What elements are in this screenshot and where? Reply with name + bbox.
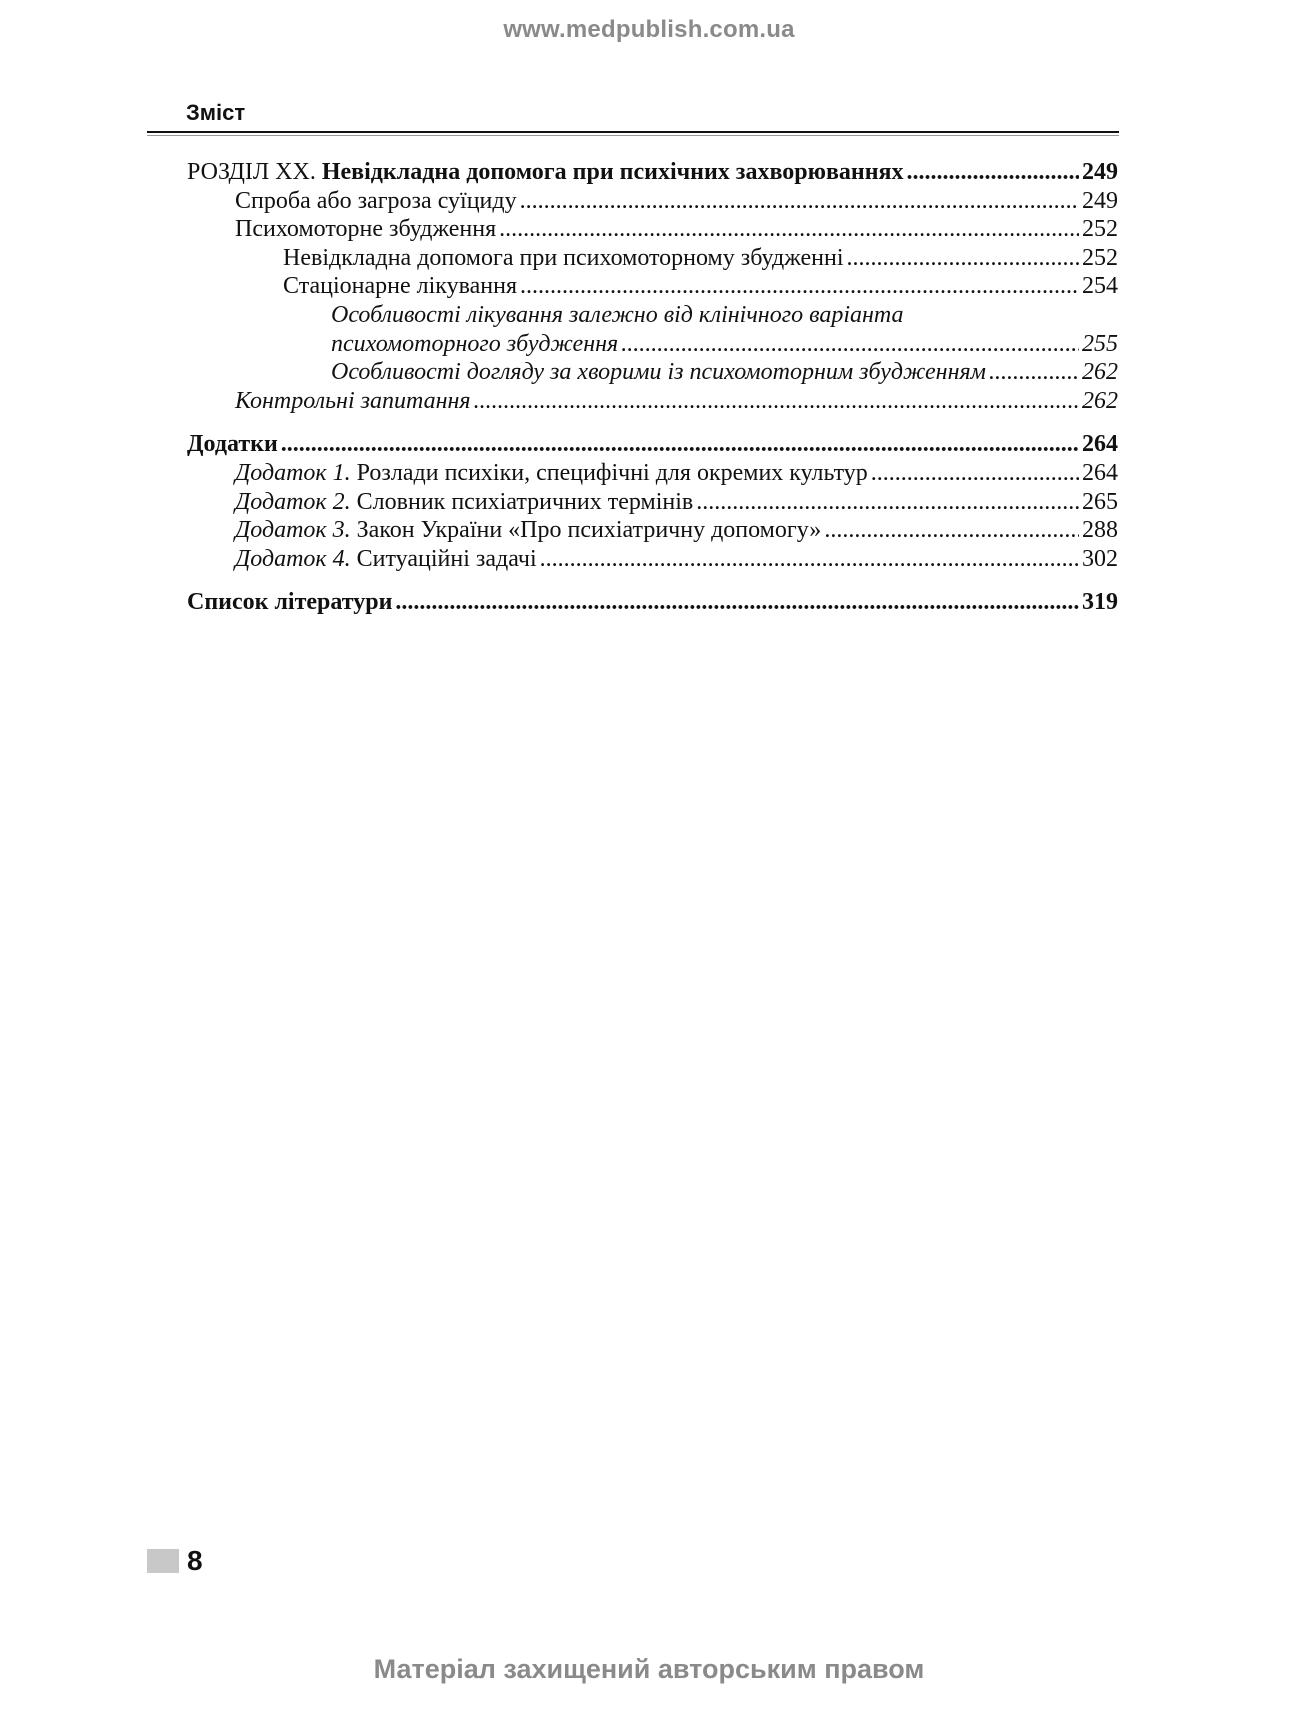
header-rule: [147, 131, 1119, 133]
appendix-text: Розлади психіки, специфічні для окремих культур: [356, 459, 868, 486]
toc-bibliography-row[interactable]: [187, 588, 1118, 617]
appendix-label: Додаток 1.: [235, 459, 351, 486]
table-of-contents: [187, 158, 1118, 617]
toc-entry[interactable]: [187, 215, 1118, 244]
dot-leader: [474, 389, 1079, 413]
appendix-page: 264: [1082, 459, 1118, 486]
appendix-page: 288: [1082, 517, 1118, 544]
toc-entry-page: 252: [1082, 244, 1118, 271]
toc-entry-page: 255: [1082, 330, 1118, 357]
toc-entry-page: 249: [1082, 187, 1118, 214]
toc-appendix-entry[interactable]: [187, 488, 1118, 517]
dot-leader: [520, 274, 1079, 298]
appendix-label: Додаток 2.: [235, 488, 351, 515]
toc-entry-text: Спроба або загроза суїциду: [235, 187, 517, 214]
site-url: www.medpublish.com.ua: [503, 16, 795, 43]
dot-leader: [824, 518, 1079, 542]
toc-entry-page: 262: [1082, 359, 1118, 386]
appendices-page: 264: [1082, 431, 1118, 458]
appendix-label: Додаток 3.: [235, 517, 351, 544]
toc-entry-text: Стаціонарне лікування: [283, 273, 517, 300]
dot-leader: [621, 332, 1079, 356]
toc-entry[interactable]: [187, 387, 1118, 416]
toc-entry[interactable]: [187, 358, 1118, 387]
appendix-text: Словник психіатричних термінів: [356, 488, 694, 515]
appendix-page: 265: [1082, 488, 1118, 515]
dot-leader: [540, 547, 1079, 571]
toc-entry-page: 252: [1082, 216, 1118, 243]
chapter-prefix: РОЗДІЛ XX.: [187, 159, 316, 185]
dot-leader: [395, 590, 1079, 614]
toc-appendices-row[interactable]: [187, 430, 1118, 459]
toc-entry[interactable]: [187, 272, 1118, 301]
dot-leader: [989, 360, 1079, 384]
dot-leader: [847, 246, 1080, 270]
appendix-label: Додаток 4.: [235, 545, 351, 572]
dot-leader: [499, 217, 1079, 241]
dot-leader: [907, 160, 1079, 184]
bibliography-page: 319: [1082, 589, 1118, 616]
toc-entry-text: психомоторного збудження: [331, 330, 619, 357]
toc-chapter-row[interactable]: [187, 158, 1118, 187]
bibliography-title: Список літератури: [187, 589, 393, 616]
dot-leader: [696, 490, 1079, 514]
toc-entry-page: 254: [1082, 273, 1118, 300]
page-number: 8: [187, 1545, 203, 1576]
dot-leader: [871, 461, 1079, 485]
toc-entry[interactable]: [187, 244, 1118, 273]
toc-entry-text: Контрольні запитання: [235, 387, 471, 414]
appendix-page: 302: [1082, 545, 1118, 572]
toc-entry[interactable]: [187, 330, 1118, 359]
toc-entry-text: Особливості догляду за хворими із психомоторним збудженням: [331, 359, 986, 386]
page-number-marker: [147, 1549, 179, 1573]
appendix-text: Ситуаційні задачі: [356, 545, 537, 572]
toc-entry[interactable]: [187, 187, 1118, 216]
toc-appendix-entry[interactable]: [187, 545, 1118, 574]
toc-entry-text: Невідкладна допомога при психомоторному збудженні: [283, 244, 844, 271]
dot-leader: [520, 189, 1079, 213]
toc-entry-text: Психомоторне збудження: [235, 216, 497, 243]
dot-leader: [281, 432, 1079, 456]
appendix-text: Закон України «Про психіатричну допомогу»: [356, 517, 822, 544]
chapter-title: Невідкладна допомога при психічних захворюваннях: [321, 159, 904, 185]
toc-appendix-entry[interactable]: [187, 516, 1118, 545]
running-head: Зміст: [186, 100, 246, 125]
toc-entry-wrapped-line[interactable]: Особливості лікування залежно від клінічного варіанта: [331, 301, 904, 328]
toc-entry-page: 262: [1082, 387, 1118, 414]
copyright-notice: Матеріал захищений авторським правом: [373, 1654, 925, 1684]
toc-appendix-entry[interactable]: [187, 459, 1118, 488]
chapter-page: 249: [1082, 159, 1118, 185]
appendices-title: Додатки: [187, 431, 278, 458]
